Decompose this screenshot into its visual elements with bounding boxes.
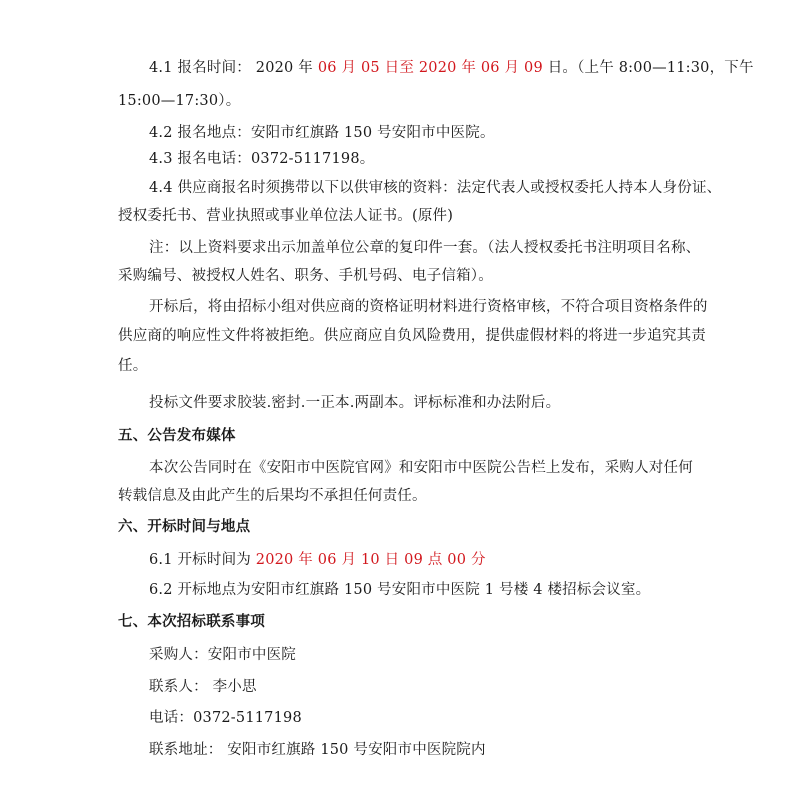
registration-time-line (149, 58, 754, 78)
text-run: 6.1 开标时间为 (149, 552, 256, 568)
text-run: 4.3 报名电话：0372-5117198。 (149, 151, 375, 167)
text-run: 联系人： 李小思 (149, 679, 257, 695)
text-run: 电话：0372-5117198 (149, 710, 302, 726)
text-run: 供应商的响应性文件将被拒绝。供应商应自负风险费用，提供虚假材料的将进一步追究其责 (118, 328, 706, 344)
text-run: 注：以上资料要求出示加盖单位公章的复印件一套。（法人授权委托书注明项目名称、 (149, 240, 701, 256)
text-run: 15:00—17:30）。 (118, 93, 241, 109)
required-documents-continued (118, 206, 453, 226)
text-run: 6.2 开标地点为安阳市红旗路 150 号安阳市中医院 1 号楼 4 楼招标会议室。 (149, 582, 651, 598)
media-paragraph-line (149, 458, 693, 478)
registration-time-continued (118, 91, 240, 111)
contact-address-line (149, 740, 486, 760)
qualification-review-line (149, 297, 708, 317)
text-run: 七、本次招标联系事项 (118, 614, 265, 630)
text-run: 采购编号、被授权人姓名、职务、手机号码、电子信箱）。 (118, 268, 493, 284)
opening-time-line (149, 550, 486, 570)
text-run: 4.4 供应商报名时须携带以下以供审核的资料：法定代表人或授权委托人持本人身份证、 (149, 180, 722, 196)
text-run: 五、公告发布媒体 (118, 428, 236, 444)
text-run: 投标文件要求胶装.密封.一正本.两副本。评标标准和办法附后。 (149, 395, 561, 411)
text-run: 日。（上午 8:00—11:30，下午 (542, 60, 754, 76)
contact-phone-line (149, 708, 302, 728)
note-line (149, 238, 700, 258)
text-run: 转载信息及由此产生的后果均不承担任何责任。 (118, 488, 427, 504)
required-documents-line (149, 178, 721, 198)
bid-document-requirement (149, 393, 560, 413)
section-seven-heading (118, 612, 265, 632)
text-run: 任。 (118, 358, 148, 374)
highlighted-text: 2020 年 06 月 10 日 09 点 00 分 (255, 552, 486, 568)
section-five-heading (118, 426, 236, 446)
text-run: 开标后，将由招标小组对供应商的资格证明材料进行资格审核，不符合项目资格条件的 (149, 299, 708, 315)
section-six-heading (118, 517, 250, 537)
qualification-review-end (118, 356, 147, 376)
registration-location-line (149, 123, 495, 143)
text-run: 本次公告同时在《安阳市中医院官网》和安阳市中医院公告栏上发布，采购人对任何 (149, 460, 693, 476)
text-run: 4.1 报名时间： 2020 年 (149, 60, 318, 76)
text-run: 联系地址： 安阳市红旗路 150 号安阳市中医院院内 (149, 742, 486, 758)
text-run: 六、开标时间与地点 (118, 519, 251, 535)
text-run: 采购人：安阳市中医院 (149, 647, 296, 663)
opening-location-line (149, 580, 650, 600)
text-run: 授权委托书、营业执照或事业单位法人证书。(原件) (118, 208, 454, 224)
highlighted-text: 06 月 05 日至 2020 年 06 月 09 (317, 60, 543, 76)
note-continued (118, 266, 493, 286)
media-paragraph-continued (118, 486, 427, 506)
text-run: 4.2 报名地点：安阳市红旗路 150 号安阳市中医院。 (149, 125, 495, 141)
contact-person-line (149, 677, 257, 697)
registration-phone-line (149, 149, 374, 169)
qualification-review-continued (118, 326, 706, 346)
purchaser-line (149, 645, 296, 665)
